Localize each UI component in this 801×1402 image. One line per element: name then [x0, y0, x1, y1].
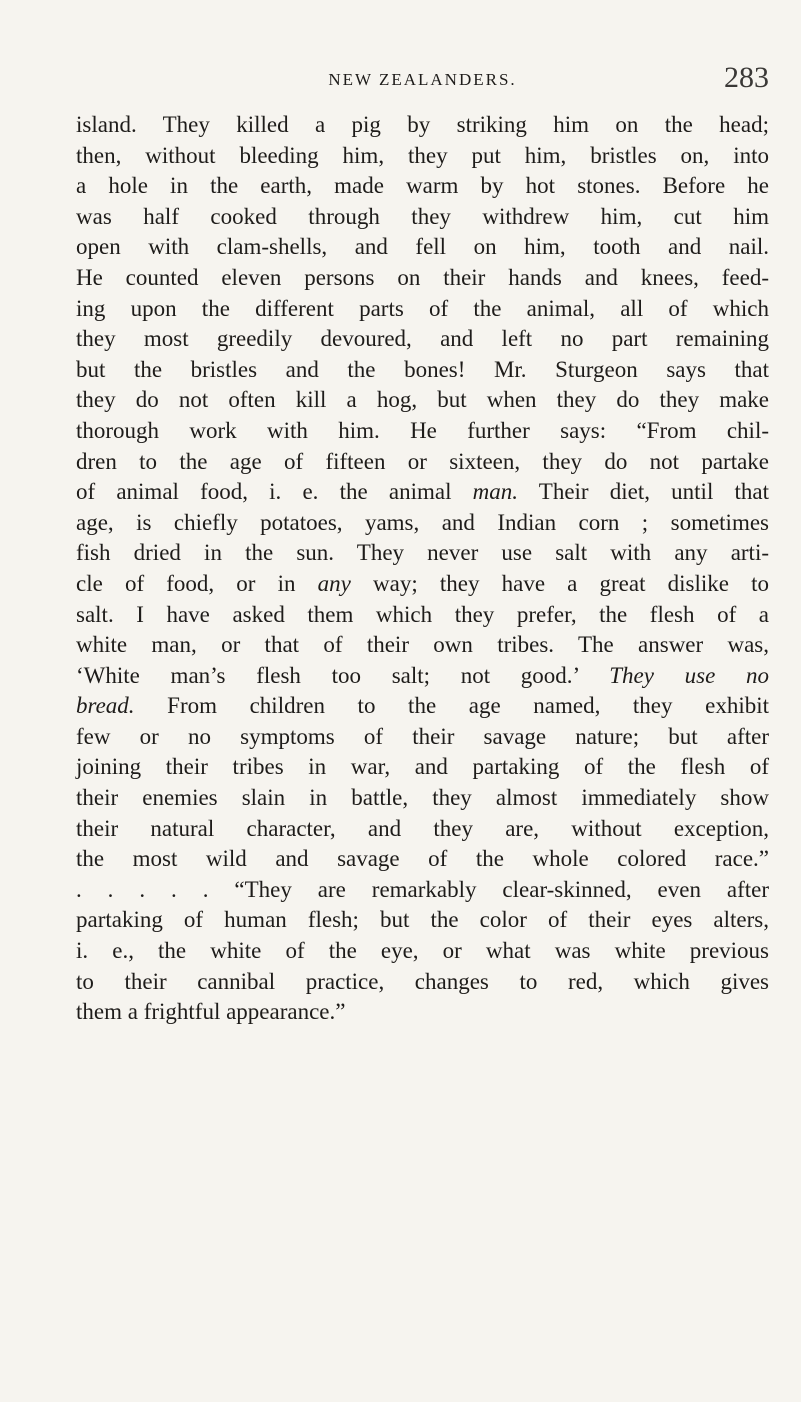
text-line: He counted eleven persons on their hands and knees, feed- — [76, 264, 769, 290]
text-line: they most greedily devoured, and left no part remaining — [76, 326, 769, 352]
text-line — [76, 661, 769, 692]
text-line: thorough work with him. He further says: “From chil- — [76, 417, 769, 443]
italic-text: any — [317, 570, 351, 596]
roman-text: From children to the age named, they exhibit — [134, 693, 769, 719]
text-line: them a frightful appearance.” — [76, 999, 346, 1025]
roman-text: ‘White man’s flesh too salt; not good.’ — [76, 662, 610, 688]
text-line: partaking of human flesh; but the color of their eyes alters, — [76, 907, 769, 933]
text-line — [76, 569, 769, 600]
text-line: age, is chiefly potatoes, yams, and Indian corn ; sometimes — [76, 509, 769, 535]
text-line: fish dried in the sun. They never use salt with any arti- — [76, 540, 769, 566]
text-line: white man, or that of their own tribes. The answer was, — [76, 632, 769, 658]
text-line: was half cooked through they withdrew him, cut him — [76, 203, 769, 229]
text-line: the most wild and savage of the whole colored race.” — [76, 846, 769, 872]
text-line: but the bristles and the bones! Mr. Sturgeon says that — [76, 356, 769, 382]
roman-text: way; they have a great dislike to — [350, 570, 769, 596]
text-line: they do not often kill a hog, but when they do they make — [76, 387, 769, 413]
text-line: salt. I have asked them which they prefer, the flesh of a — [76, 601, 769, 627]
running-head — [76, 62, 769, 102]
page-number: 283 — [724, 61, 769, 94]
roman-text: cle of food, or in — [76, 570, 318, 596]
text-line — [76, 477, 769, 508]
text-line: dren to the age of fifteen or sixteen, they do not partake — [76, 448, 769, 474]
running-title: NEW ZEALANDERS. — [328, 70, 517, 89]
italic-text: bread. — [76, 693, 135, 719]
text-line: few or no symptoms of their savage nature; but after — [76, 723, 769, 749]
italic-text: They use no — [609, 662, 769, 688]
text-line: joining their tribes in war, and partaking of the flesh of — [76, 754, 769, 780]
text-line: ing upon the different parts of the animal, all of which — [76, 295, 769, 321]
italic-text: man. — [472, 479, 519, 505]
roman-text: of animal food, i. e. the animal — [76, 479, 473, 505]
text-line: island. They killed a pig by striking him on the head; — [76, 112, 769, 137]
text-line: then, without bleeding him, they put him, bristles on, into — [76, 142, 769, 168]
text-line: to their cannibal practice, changes to red, which gives — [76, 968, 769, 994]
text-line: their enemies slain in battle, they almost immediately show — [76, 785, 769, 811]
body-text — [76, 110, 769, 1028]
text-line: . . . . . “They are remarkably clear-skinned, even after — [76, 876, 769, 902]
text-line: their natural character, and they are, without exception, — [76, 815, 769, 841]
text-line — [76, 691, 769, 722]
roman-text: Their diet, until that — [518, 479, 769, 505]
text-line: i. e., the white of the eye, or what was white previous — [76, 938, 769, 964]
text-line: open with clam-shells, and fell on him, tooth and nail. — [76, 234, 769, 260]
text-line: a hole in the earth, made warm by hot stones. Before he — [76, 173, 769, 199]
